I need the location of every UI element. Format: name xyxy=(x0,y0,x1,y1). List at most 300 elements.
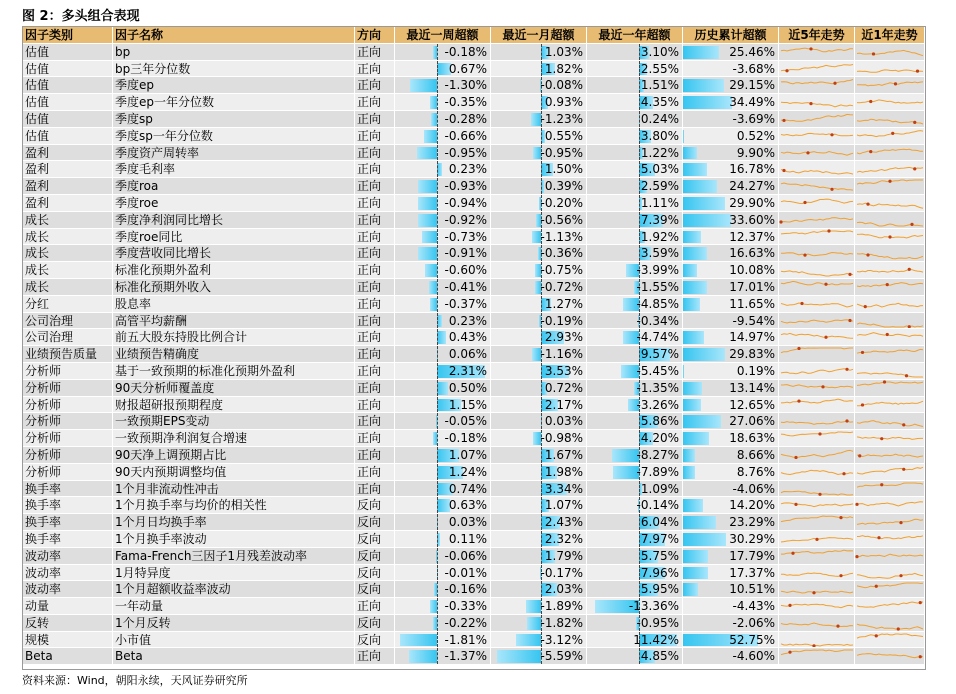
spark-5y-sparkline xyxy=(779,145,855,161)
excess-year-cell xyxy=(587,279,683,295)
factor-category: 盈利 xyxy=(23,195,113,211)
sparkline-path xyxy=(781,48,853,52)
spark-5y-sparkline xyxy=(779,195,855,211)
factor-category: 成长 xyxy=(23,245,113,261)
factor-category: 波动率 xyxy=(23,581,113,597)
sparkline-marker xyxy=(806,151,809,154)
factor-category: 换手率 xyxy=(23,531,113,547)
factor-name: 季度sp一年分位数 xyxy=(113,128,355,144)
excess-bar xyxy=(683,399,701,412)
sparkline-path xyxy=(857,269,923,272)
excess-value: 14.20% xyxy=(729,498,775,513)
factor-name: 1个月换手率与均价的相关性 xyxy=(113,497,355,513)
excess-hist-cell xyxy=(683,464,779,480)
sparkline-marker xyxy=(855,555,858,558)
spark-1y-cell xyxy=(855,94,925,110)
excess-year-cell xyxy=(587,296,683,312)
spark-5y-sparkline xyxy=(779,481,855,497)
spark-5y-sparkline xyxy=(779,329,855,345)
factor-category: 公司治理 xyxy=(23,313,113,329)
excess-bar xyxy=(683,365,684,378)
excess-hist-cell xyxy=(683,531,779,547)
excess-bar xyxy=(437,382,447,395)
spark-5y-cell xyxy=(779,161,855,177)
sparkline-path xyxy=(781,623,853,627)
excess-value: 3.34% xyxy=(544,481,583,496)
excess-hist-cell xyxy=(683,346,779,362)
excess-bar xyxy=(683,96,732,109)
excess-year-cell xyxy=(587,128,683,144)
spark-5y-sparkline xyxy=(779,615,855,631)
sparkline-marker xyxy=(794,456,797,459)
bar-axis xyxy=(639,128,640,144)
bar-axis xyxy=(639,346,640,362)
excess-hist-cell xyxy=(683,77,779,93)
excess-bar xyxy=(683,79,724,92)
bar-axis xyxy=(437,128,438,144)
excess-year-cell xyxy=(587,565,683,581)
sparkline-path xyxy=(857,654,923,658)
excess-bar xyxy=(683,348,725,361)
excess-value: 8.66% xyxy=(736,447,775,462)
spark-1y-sparkline xyxy=(855,648,925,664)
excess-week-cell xyxy=(395,145,491,161)
excess-year-cell xyxy=(587,413,683,429)
excess-value: 8.76% xyxy=(736,464,775,479)
table-row xyxy=(23,497,925,514)
excess-value: 27.06% xyxy=(729,414,775,429)
factor-category: 反转 xyxy=(23,615,113,631)
sparkline-path xyxy=(857,100,923,103)
spark-1y-cell xyxy=(855,632,925,648)
excess-value: 10.08% xyxy=(729,263,775,278)
excess-year-cell xyxy=(587,178,683,194)
bar-axis xyxy=(437,296,438,312)
excess-value: -0.18% xyxy=(444,431,487,446)
table-row xyxy=(23,514,925,531)
table-row xyxy=(23,329,925,346)
sparkline-path xyxy=(857,350,923,354)
spark-5y-cell xyxy=(779,229,855,245)
sparkline-path xyxy=(857,401,923,406)
sparkline-marker xyxy=(797,347,800,350)
excess-bar xyxy=(683,46,719,59)
sparkline-marker xyxy=(919,656,922,659)
excess-value: -3.12% xyxy=(540,632,583,647)
bar-axis xyxy=(541,178,542,194)
factor-name: Fama-French三因子1月残差波动率 xyxy=(113,548,355,564)
spark-5y-cell xyxy=(779,111,855,127)
excess-value: 4.85% xyxy=(640,649,679,664)
sparkline-path xyxy=(781,80,853,84)
excess-bar xyxy=(531,113,541,126)
sparkline-marker xyxy=(916,69,919,72)
sparkline-marker xyxy=(830,133,833,136)
factor-category: 估值 xyxy=(23,44,113,60)
sparkline-marker xyxy=(797,399,800,402)
excess-month-cell xyxy=(491,195,587,211)
spark-5y-cell xyxy=(779,648,855,664)
sparkline-marker xyxy=(794,503,797,506)
bar-axis xyxy=(437,94,438,110)
excess-value: -5.45% xyxy=(636,363,679,378)
sparkline-path xyxy=(781,491,853,495)
sparkline-marker xyxy=(905,374,908,377)
factor-name: 季度roe同比 xyxy=(113,229,355,245)
sparkline-path xyxy=(781,64,853,70)
sparkline-path xyxy=(781,432,853,436)
excess-value: 6.04% xyxy=(640,515,679,530)
spark-1y-cell xyxy=(855,565,925,581)
excess-value: -1.37% xyxy=(444,649,487,664)
excess-bar xyxy=(683,516,716,529)
excess-month-cell xyxy=(491,178,587,194)
factor-category: 成长 xyxy=(23,212,113,228)
factor-name: 1个月日均换手率 xyxy=(113,514,355,530)
factor-table xyxy=(22,26,926,670)
spark-5y-sparkline xyxy=(779,44,855,60)
excess-value: -1.55% xyxy=(636,279,679,294)
excess-bar xyxy=(683,449,695,462)
factor-direction: 正向 xyxy=(355,44,395,60)
excess-value: 0.39% xyxy=(544,179,583,194)
bar-axis xyxy=(639,430,640,446)
spark-1y-sparkline xyxy=(855,598,925,614)
spark-1y-cell xyxy=(855,581,925,597)
sparkline-marker xyxy=(803,254,806,257)
excess-value: 0.43% xyxy=(448,330,487,345)
factor-direction: 正向 xyxy=(355,413,395,429)
sparkline-marker xyxy=(866,254,869,257)
spark-5y-sparkline xyxy=(779,464,855,480)
sparkline-marker xyxy=(858,454,861,457)
excess-bar xyxy=(424,130,438,143)
excess-month-cell xyxy=(491,279,587,295)
excess-week-cell xyxy=(395,111,491,127)
excess-year-cell xyxy=(587,581,683,597)
excess-value: 1.09% xyxy=(640,481,679,496)
sparkline-path xyxy=(781,151,853,155)
column-header: 近1年走势 xyxy=(855,27,925,43)
factor-direction: 正向 xyxy=(355,145,395,161)
excess-week-cell xyxy=(395,598,491,614)
factor-category: 估值 xyxy=(23,94,113,110)
excess-year-cell xyxy=(587,363,683,379)
bar-axis xyxy=(437,329,438,345)
excess-hist-cell xyxy=(683,145,779,161)
excess-month-cell xyxy=(491,497,587,513)
spark-1y-sparkline xyxy=(855,313,925,329)
excess-value: 33.60% xyxy=(729,212,775,227)
excess-month-cell xyxy=(491,531,587,547)
spark-1y-cell xyxy=(855,128,925,144)
excess-hist-cell xyxy=(683,447,779,463)
factor-category: 估值 xyxy=(23,61,113,77)
sparkline-marker xyxy=(913,121,916,124)
excess-value: -5.59% xyxy=(540,649,583,664)
factor-direction: 正向 xyxy=(355,279,395,295)
factor-direction: 正向 xyxy=(355,212,395,228)
spark-1y-cell xyxy=(855,279,925,295)
factor-name: 一年动量 xyxy=(113,598,355,614)
bar-axis xyxy=(639,94,640,110)
bar-axis xyxy=(639,481,640,497)
spark-5y-sparkline xyxy=(779,648,855,664)
excess-bar xyxy=(418,197,438,210)
excess-value: -0.95% xyxy=(540,145,583,160)
excess-bar xyxy=(527,617,541,630)
spark-1y-sparkline xyxy=(855,329,925,345)
excess-week-cell xyxy=(395,346,491,362)
spark-1y-sparkline xyxy=(855,229,925,245)
table-row xyxy=(23,94,925,111)
table-row xyxy=(23,648,925,665)
sparkline-marker xyxy=(845,420,848,423)
spark-5y-cell xyxy=(779,313,855,329)
bar-axis xyxy=(541,531,542,547)
excess-value: -0.14% xyxy=(636,498,679,513)
sparkline-path xyxy=(857,149,923,154)
bar-axis xyxy=(437,598,438,614)
sparkline-marker xyxy=(839,516,842,519)
factor-name: 季度营收同比增长 xyxy=(113,245,355,261)
excess-year-cell xyxy=(587,77,683,93)
excess-value: -4.43% xyxy=(732,599,775,614)
sparkline-marker xyxy=(861,351,864,354)
factor-category: 分析师 xyxy=(23,363,113,379)
bar-axis xyxy=(639,413,640,429)
excess-bar xyxy=(425,264,437,277)
spark-1y-sparkline xyxy=(855,497,925,513)
bar-axis xyxy=(437,245,438,261)
factor-category: 成长 xyxy=(23,279,113,295)
excess-value: 10.51% xyxy=(729,582,775,597)
sparkline-marker xyxy=(818,492,821,495)
excess-value: 0.24% xyxy=(640,111,679,126)
bar-axis xyxy=(437,313,438,329)
sparkline-path xyxy=(857,130,923,136)
factor-name: 90天分析师覆盖度 xyxy=(113,380,355,396)
spark-5y-cell xyxy=(779,77,855,93)
spark-1y-cell xyxy=(855,615,925,631)
excess-week-cell xyxy=(395,380,491,396)
factor-name: bp三年分位数 xyxy=(113,61,355,77)
excess-value: -0.01% xyxy=(444,565,487,580)
excess-week-cell xyxy=(395,296,491,312)
spark-1y-sparkline xyxy=(855,581,925,597)
bar-axis xyxy=(437,464,438,480)
excess-month-cell xyxy=(491,346,587,362)
spark-5y-cell xyxy=(779,565,855,581)
spark-5y-sparkline xyxy=(779,632,855,648)
excess-value: 1.50% xyxy=(544,162,583,177)
excess-value: -0.95% xyxy=(444,145,487,160)
bar-axis xyxy=(639,212,640,228)
excess-month-cell xyxy=(491,128,587,144)
sparkline-path xyxy=(781,281,853,285)
spark-5y-sparkline xyxy=(779,61,855,77)
spark-5y-sparkline xyxy=(779,262,855,278)
excess-value: 29.83% xyxy=(729,347,775,362)
excess-year-cell xyxy=(587,346,683,362)
excess-week-cell xyxy=(395,363,491,379)
bar-axis xyxy=(437,531,438,547)
sparkline-marker xyxy=(845,368,848,371)
excess-bar xyxy=(683,281,707,294)
excess-month-cell xyxy=(491,581,587,597)
excess-value: -1.13% xyxy=(540,229,583,244)
excess-bar xyxy=(430,96,437,109)
bar-axis xyxy=(541,497,542,513)
sparkline-marker xyxy=(809,47,812,50)
spark-5y-cell xyxy=(779,279,855,295)
excess-bar xyxy=(683,180,717,193)
excess-year-cell xyxy=(587,245,683,261)
excess-month-cell xyxy=(491,430,587,446)
spark-5y-sparkline xyxy=(779,363,855,379)
bar-axis xyxy=(437,212,438,228)
spark-5y-sparkline xyxy=(779,380,855,396)
excess-bar xyxy=(683,567,708,580)
factor-category: 分析师 xyxy=(23,464,113,480)
sparkline-marker xyxy=(886,333,889,336)
excess-value: 0.50% xyxy=(448,380,487,395)
factor-direction: 反向 xyxy=(355,497,395,513)
spark-1y-cell xyxy=(855,262,925,278)
excess-bar xyxy=(417,147,437,160)
bar-axis xyxy=(437,565,438,581)
factor-name: 标准化预期外盈利 xyxy=(113,262,355,278)
excess-value: 16.78% xyxy=(729,162,775,177)
factor-name: 财报超研报预期程度 xyxy=(113,397,355,413)
excess-value: -0.94% xyxy=(444,195,487,210)
bar-axis xyxy=(639,145,640,161)
excess-value: -4.85% xyxy=(636,296,679,311)
excess-bar xyxy=(683,298,700,311)
excess-week-cell xyxy=(395,397,491,413)
excess-value: -4.60% xyxy=(732,649,775,664)
spark-5y-cell xyxy=(779,363,855,379)
spark-1y-cell xyxy=(855,296,925,312)
bar-axis xyxy=(437,447,438,463)
spark-1y-sparkline xyxy=(855,481,925,497)
excess-bar xyxy=(418,180,437,193)
factor-direction: 正向 xyxy=(355,447,395,463)
excess-value: -9.54% xyxy=(732,313,775,328)
excess-bar xyxy=(683,583,698,596)
sparkline-marker xyxy=(821,385,824,388)
factor-direction: 反向 xyxy=(355,514,395,530)
excess-week-cell xyxy=(395,128,491,144)
excess-bar xyxy=(532,348,541,361)
column-header: 最近一周超额 xyxy=(395,27,491,43)
excess-bar xyxy=(683,331,704,344)
excess-month-cell xyxy=(491,212,587,228)
excess-bar xyxy=(516,634,541,647)
factor-category: 换手率 xyxy=(23,497,113,513)
excess-value: 11.65% xyxy=(729,296,775,311)
excess-value: -8.27% xyxy=(636,447,679,462)
factor-name: 季度roe xyxy=(113,195,355,211)
factor-category: 分析师 xyxy=(23,413,113,429)
spark-1y-sparkline xyxy=(855,145,925,161)
excess-hist-cell xyxy=(683,178,779,194)
excess-bar xyxy=(613,466,639,479)
excess-value: 18.63% xyxy=(729,431,775,446)
sparkline-path xyxy=(857,82,923,86)
sparkline-path xyxy=(781,303,853,307)
sparkline-marker xyxy=(779,220,782,223)
factor-name: 1个月换手率波动 xyxy=(113,531,355,547)
sparkline-marker xyxy=(902,467,905,470)
factor-category: 盈利 xyxy=(23,161,113,177)
spark-1y-cell xyxy=(855,464,925,480)
sparkline-path xyxy=(781,271,853,276)
excess-value: 1.24% xyxy=(448,464,487,479)
sparkline-marker xyxy=(815,538,818,541)
factor-name: 一致预期EPS变动 xyxy=(113,413,355,429)
sparkline-marker xyxy=(897,627,900,630)
spark-5y-cell xyxy=(779,245,855,261)
excess-hist-cell xyxy=(683,44,779,60)
excess-value: 0.11% xyxy=(448,531,487,546)
excess-value: 12.65% xyxy=(729,397,775,412)
factor-direction: 正向 xyxy=(355,77,395,93)
excess-week-cell xyxy=(395,464,491,480)
excess-year-cell xyxy=(587,548,683,564)
spark-1y-cell xyxy=(855,531,925,547)
excess-week-cell xyxy=(395,565,491,581)
table-row xyxy=(23,397,925,414)
excess-bar xyxy=(683,247,707,260)
factor-name: 标准化预期外收入 xyxy=(113,279,355,295)
excess-bar xyxy=(683,197,725,210)
sparkline-marker xyxy=(880,483,883,486)
spark-5y-cell xyxy=(779,464,855,480)
excess-value: 23.29% xyxy=(729,515,775,530)
spark-5y-sparkline xyxy=(779,430,855,446)
spark-5y-sparkline xyxy=(779,397,855,413)
factor-direction: 正向 xyxy=(355,195,395,211)
sparkline-path xyxy=(781,604,853,607)
excess-value: 1.82% xyxy=(544,61,583,76)
factor-name: 小市值 xyxy=(113,632,355,648)
excess-year-cell xyxy=(587,632,683,648)
excess-year-cell xyxy=(587,447,683,463)
sparkline-path xyxy=(781,503,853,507)
sparkline-path xyxy=(781,399,853,403)
bar-axis xyxy=(639,77,640,93)
bar-axis xyxy=(437,61,438,77)
spark-5y-cell xyxy=(779,447,855,463)
excess-month-cell xyxy=(491,262,587,278)
excess-week-cell xyxy=(395,430,491,446)
factor-direction: 正向 xyxy=(355,229,395,245)
excess-value: -0.36% xyxy=(540,246,583,261)
sparkline-path xyxy=(857,536,923,539)
bar-axis xyxy=(437,648,438,664)
spark-5y-cell xyxy=(779,548,855,564)
excess-bar xyxy=(422,231,437,244)
excess-value: 1.03% xyxy=(544,44,583,59)
excess-value: 1.79% xyxy=(544,548,583,563)
excess-year-cell xyxy=(587,212,683,228)
factor-category: 成长 xyxy=(23,229,113,245)
bar-axis xyxy=(541,464,542,480)
excess-value: 0.72% xyxy=(544,380,583,395)
excess-week-cell xyxy=(395,279,491,295)
spark-1y-sparkline xyxy=(855,61,925,77)
